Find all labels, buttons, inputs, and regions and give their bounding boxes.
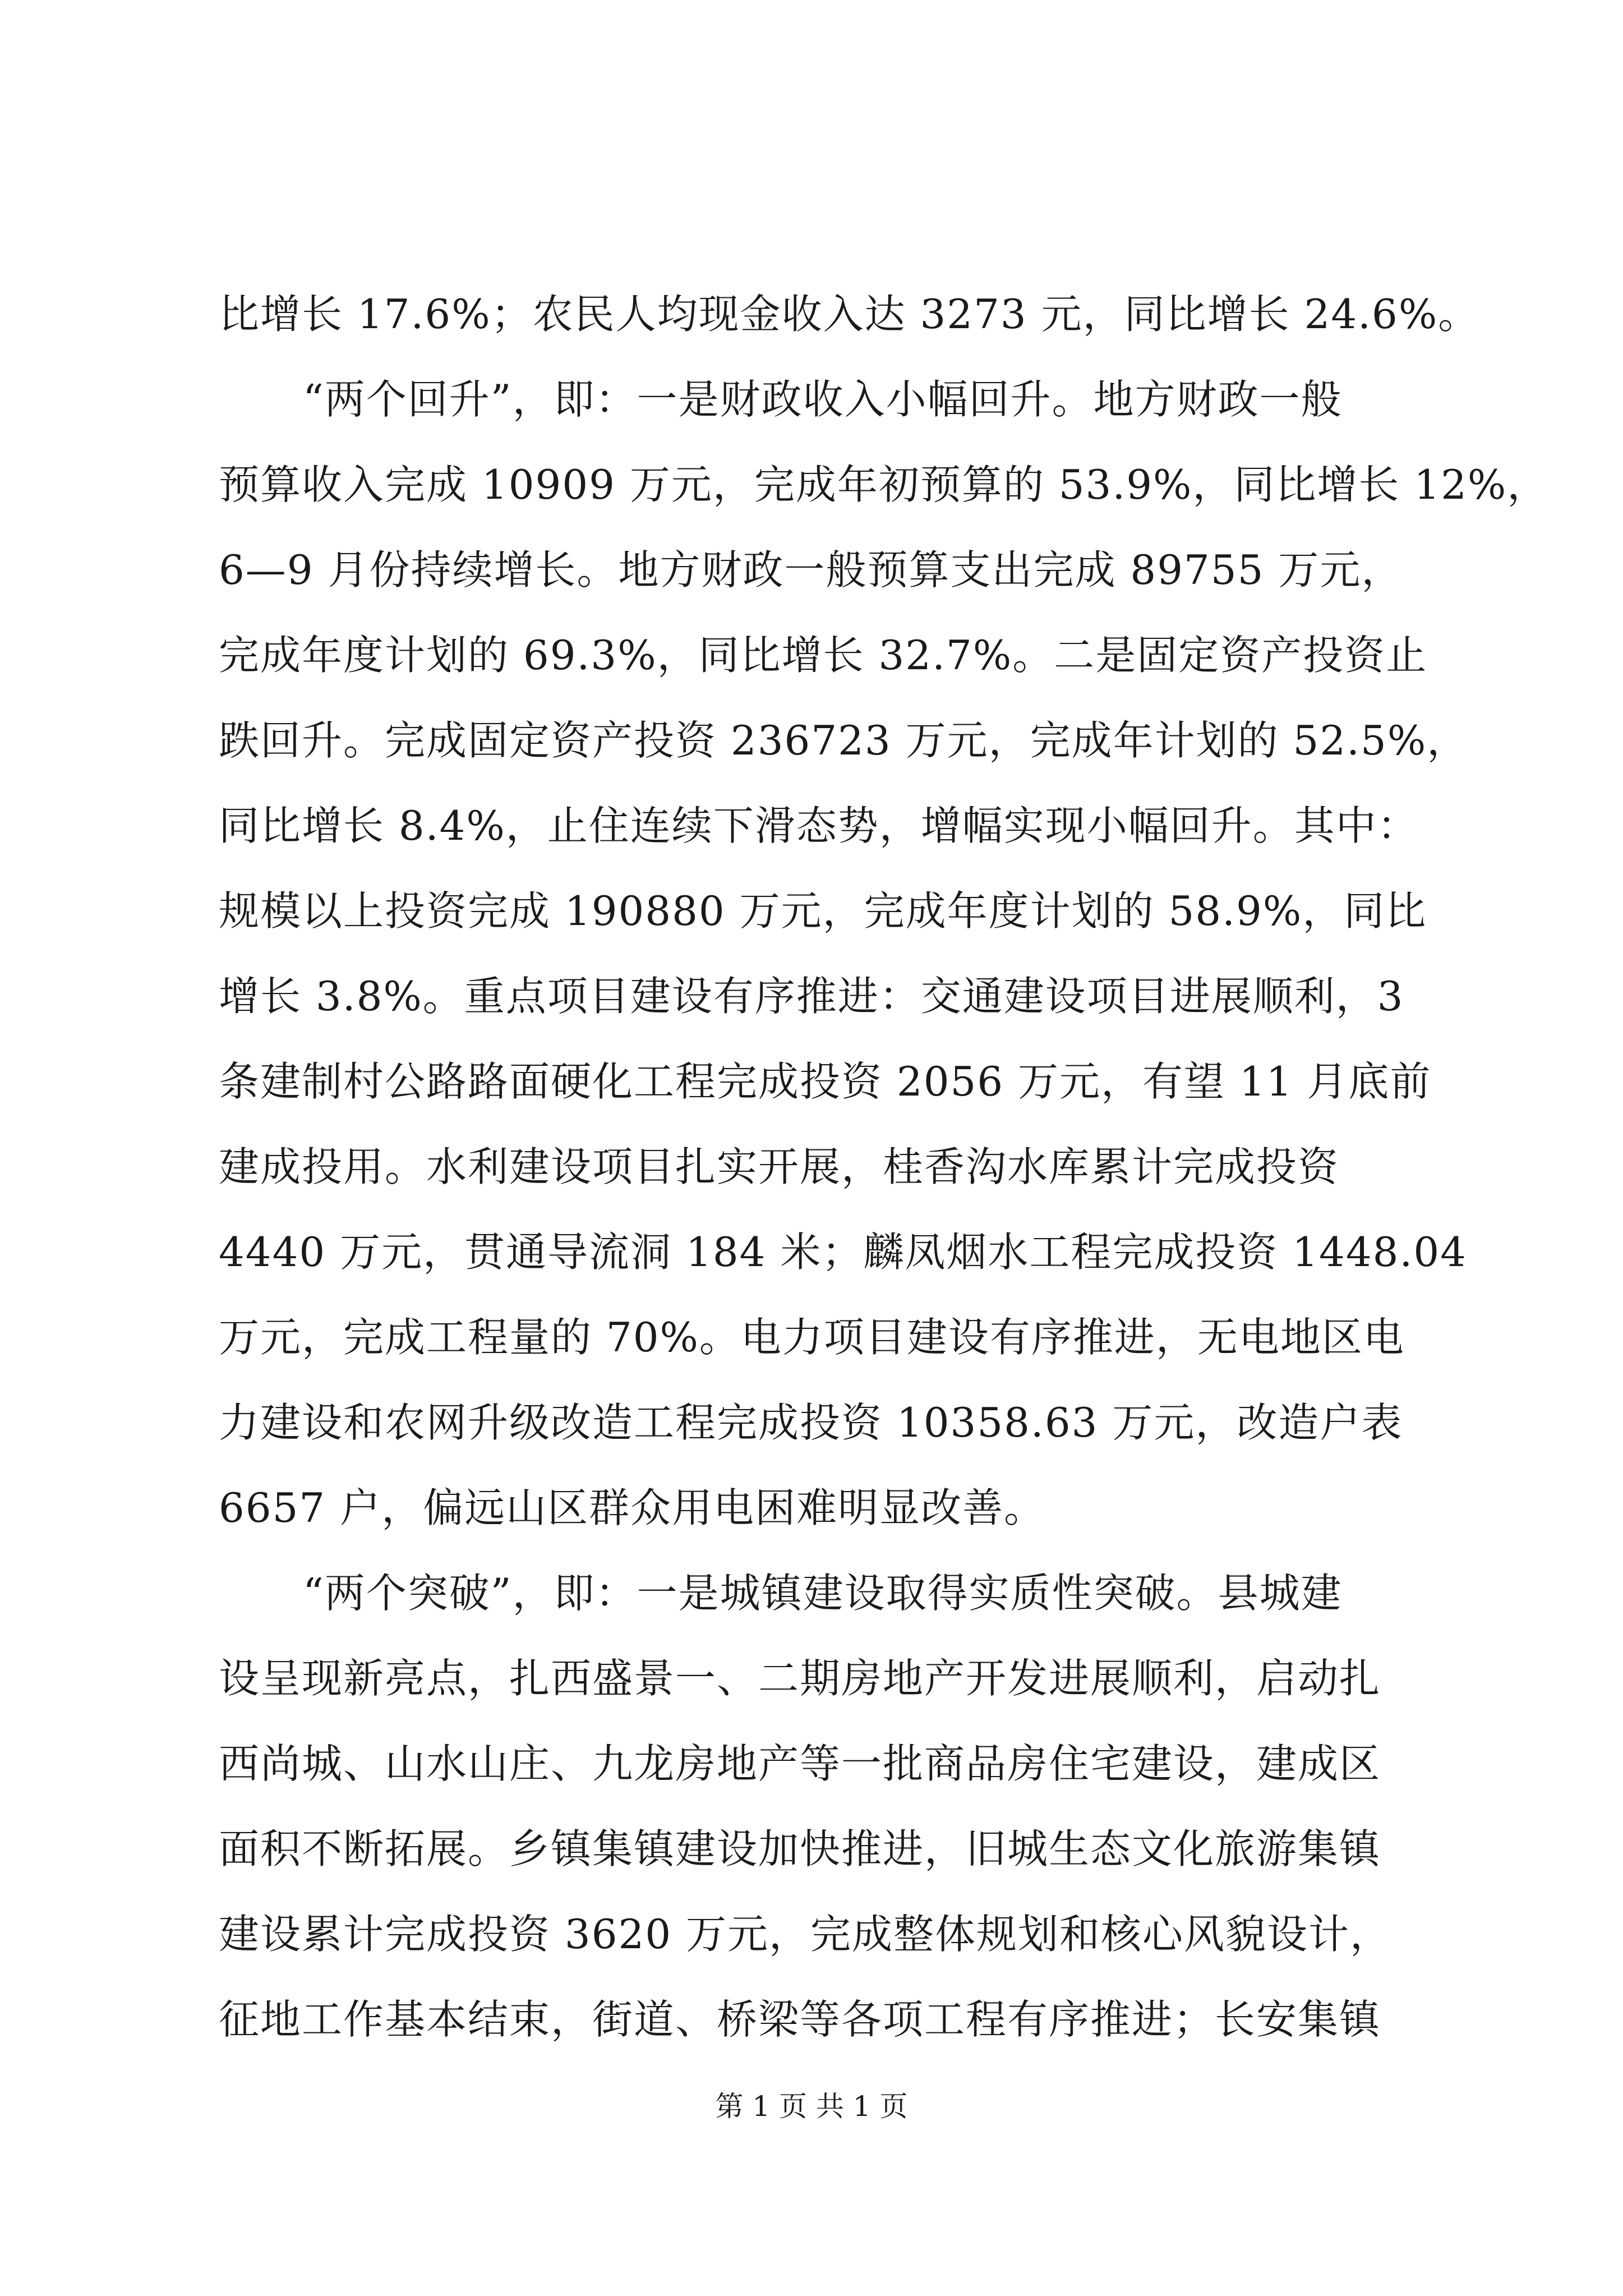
text-line: 同比增长 8.4%，止住连续下滑态势，增幅实现小幅回升。其中：	[219, 802, 1419, 849]
text-line: 增长 3.8%。重点项目建设有序推进：交通建设项目进展顺利，3	[219, 973, 1404, 1020]
text-line: 规模以上投资完成 190880 万元，完成年度计划的 58.9%，同比	[219, 887, 1427, 935]
text-line: 比增长 17.6%；农民人均现金收入达 3273 元，同比增长 24.6%。	[219, 291, 1480, 338]
text-line: 4440 万元，贯通导流洞 184 米；麟凤烟水工程完成投资 1448.04	[219, 1228, 1467, 1276]
text-line: 6—9 月份持续增长。地方财政一般预算支出完成 89755 万元，	[219, 546, 1403, 593]
text-line: 万元，完成工程量的 70%。电力项目建设有序推进，无电地区电	[219, 1314, 1405, 1361]
text-line: 建成投用。水利建设项目扎实开展，桂香沟水库累计完成投资	[219, 1143, 1340, 1190]
text-line: 建设累计完成投资 3620 万元，完成整体规划和核心风貌设计，	[219, 1911, 1392, 1958]
text-line: 条建制村公路路面硬化工程完成投资 2056 万元，有望 11 月底前	[219, 1058, 1432, 1105]
page-number-footer: 第 1 页 共 1 页	[715, 2090, 908, 2123]
text-line: 跌回升。完成固定资产投资 236723 万元，完成年计划的 52.5%，	[219, 717, 1469, 764]
text-line: 征地工作基本结束，街道、桥梁等各项工程有序推进；长安集镇	[219, 1996, 1381, 2043]
text-line: 面积不断拓展。乡镇集镇建设加快推进，旧城生态文化旅游集镇	[219, 1825, 1381, 1872]
paragraph-two-recoveries	[219, 357, 1549, 1550]
text-line: 西尚城、山水山庄、九龙房地产等一批商品房住宅建设，建成区	[219, 1740, 1381, 1787]
text-line: “两个突破”，即：一是城镇建设取得实质性突破。县城建	[303, 1570, 1343, 1617]
paragraph-two-breakthroughs	[219, 1550, 1413, 2062]
text-line: 完成年度计划的 69.3%，同比增长 32.7%。二是固定资产投资止	[219, 632, 1428, 679]
document-body	[219, 272, 1549, 2062]
text-line: 预算收入完成 10909 万元，完成年初预算的 53.9%，同比增长 12%，	[219, 461, 1549, 508]
text-line: 6657 户，偏远山区群众用电困难明显改善。	[219, 1484, 1046, 1531]
paragraph-income	[219, 272, 1480, 357]
text-line: “两个回升”，即：一是财政收入小幅回升。地方财政一般	[303, 376, 1343, 423]
text-line: 力建设和农网升级改造工程完成投资 10358.63 万元，改造户表	[219, 1399, 1403, 1446]
text-line: 设呈现新亮点，扎西盛景一、二期房地产开发进展顺利，启动扎	[219, 1655, 1381, 1702]
